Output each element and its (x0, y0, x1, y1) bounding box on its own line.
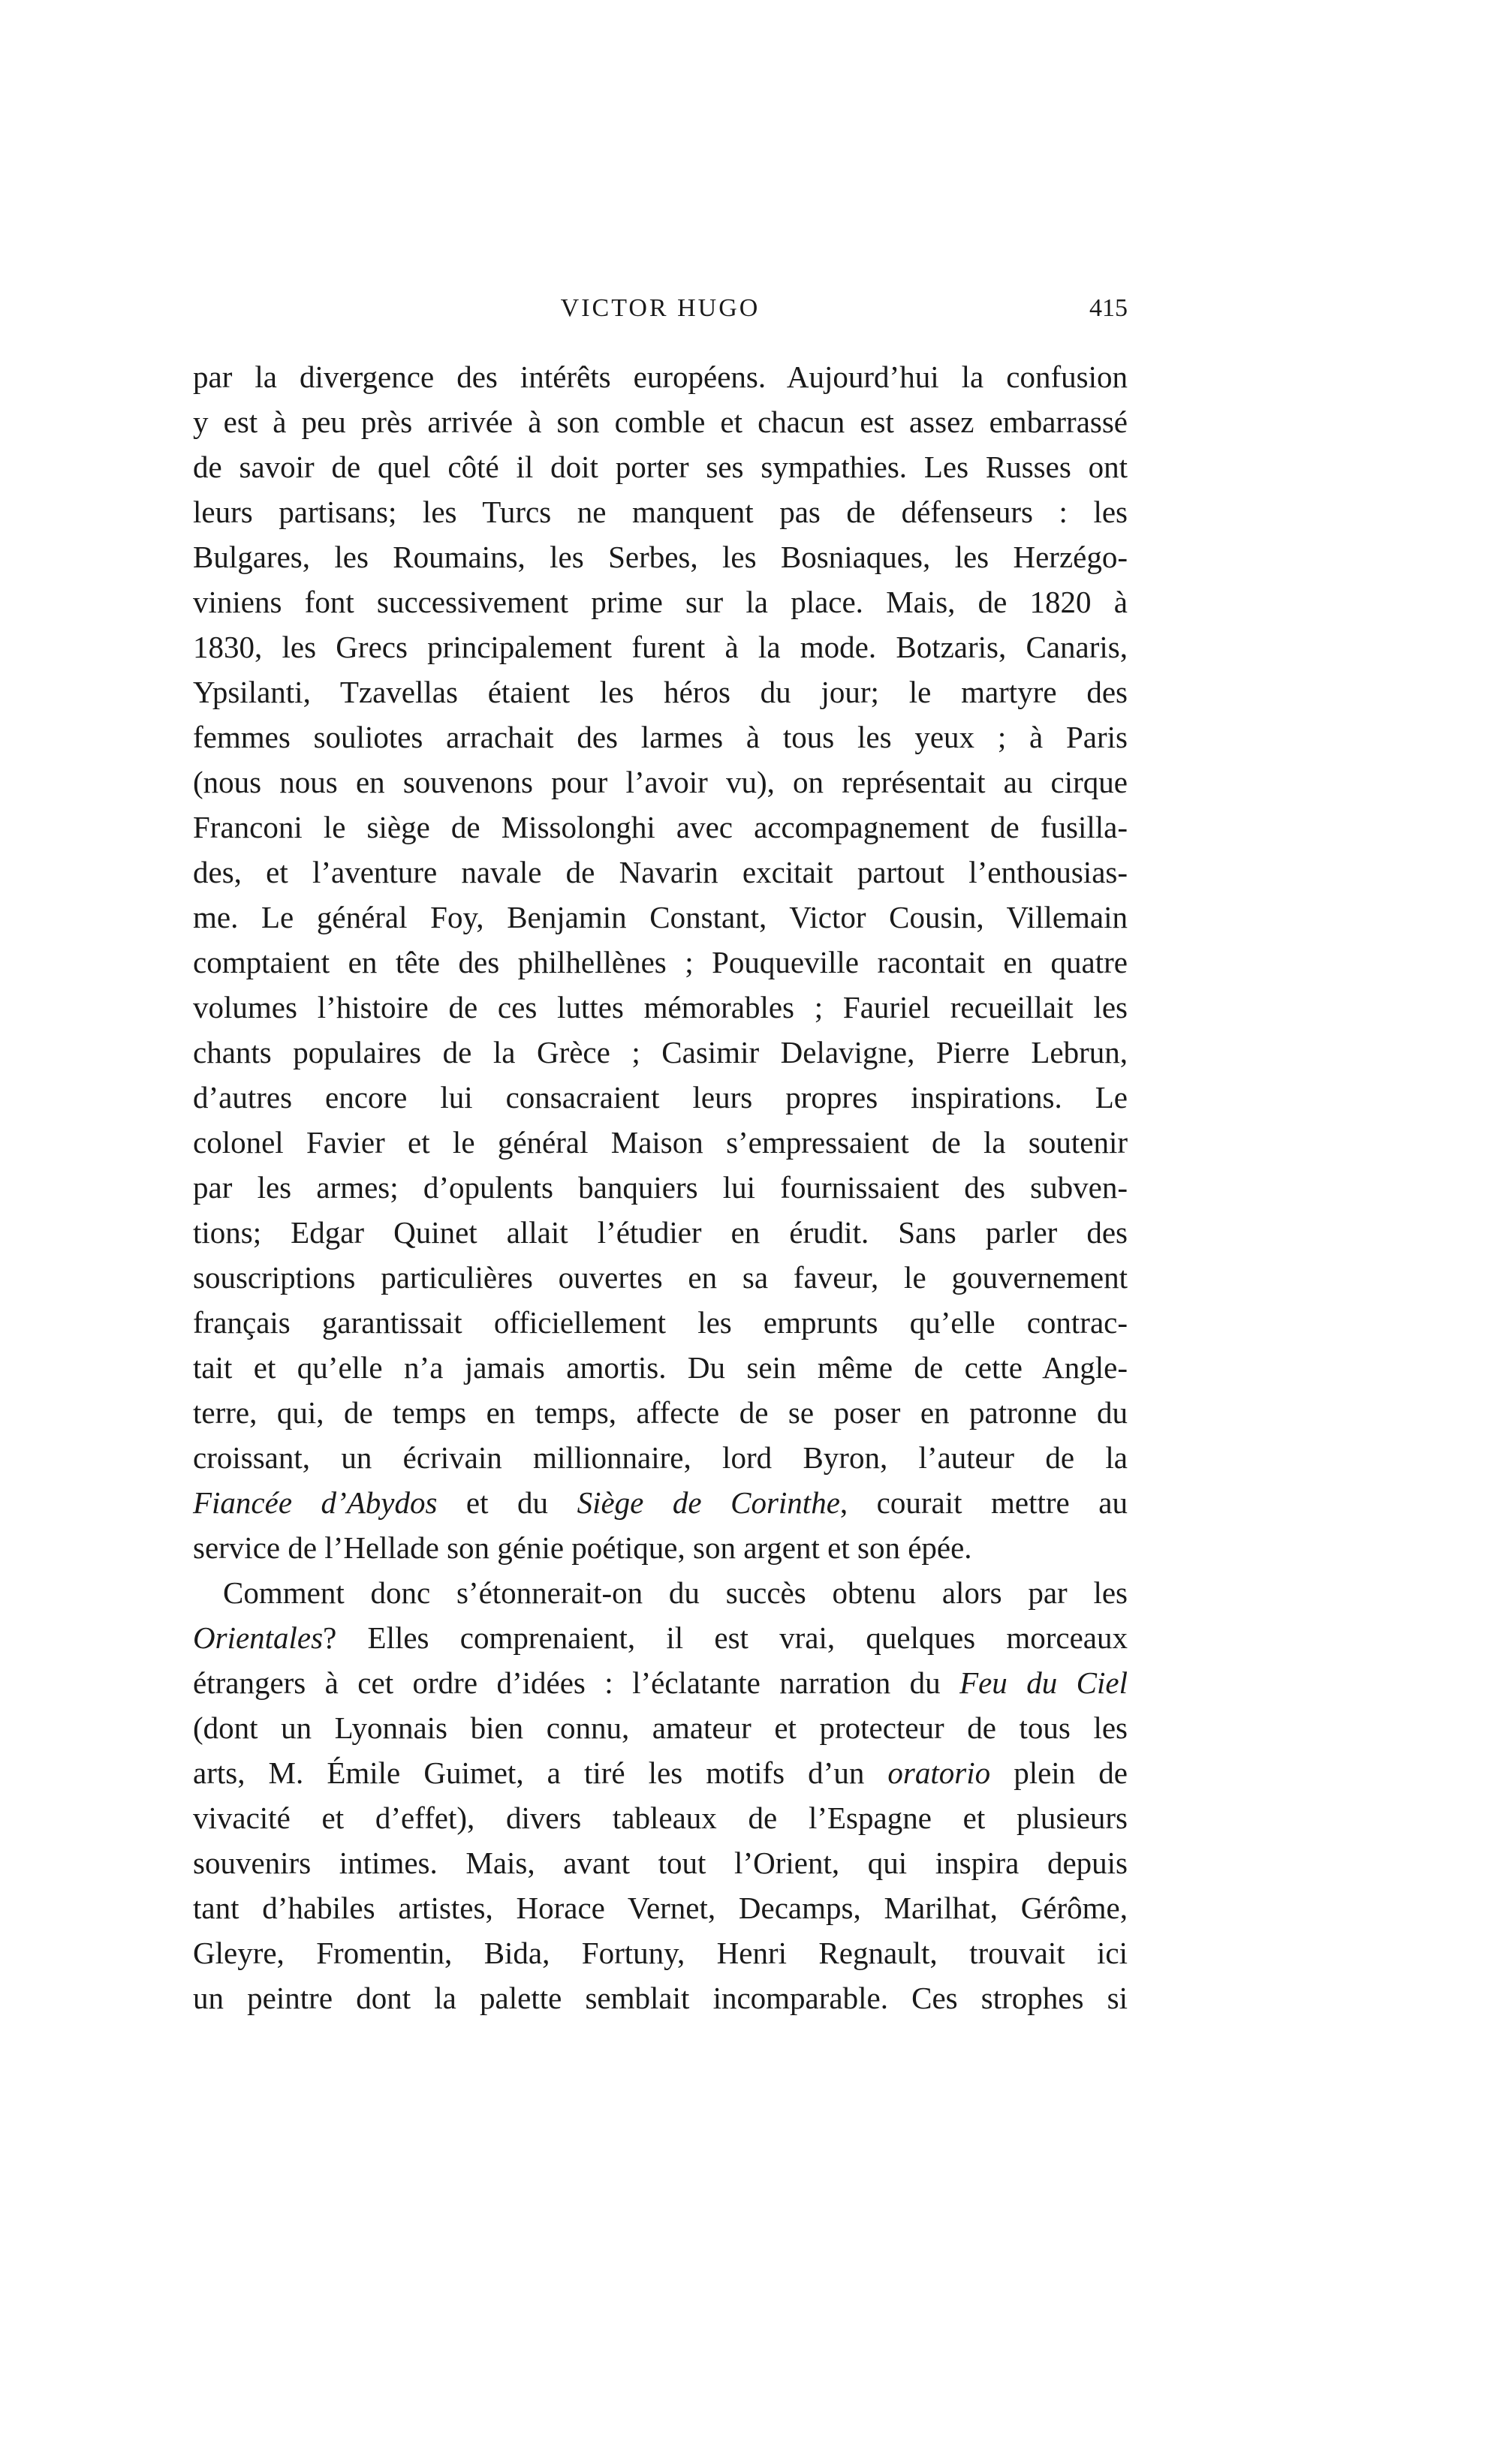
text-segment: un peintre dont la palette semblait incomparable. Ces strophes si (193, 1981, 1128, 2015)
text-line (193, 1480, 1128, 1525)
text-line (193, 850, 1128, 895)
running-head (193, 294, 1128, 332)
text-segment: par les armes; d’opulents banquiers lui fournissaient des subven- (193, 1170, 1128, 1205)
text-segment: volumes l’histoire de ces luttes mémorables ; Fauriel recueillait les (193, 990, 1128, 1024)
text-line (193, 489, 1128, 534)
text-line (193, 354, 1128, 399)
text-line (193, 1705, 1128, 1750)
text-line (193, 1660, 1128, 1705)
text-segment: chants populaires de la Grèce ; Casimir Delavigne, Pierre Lebrun, (193, 1035, 1128, 1070)
text-line (193, 1615, 1128, 1660)
text-segment: Ypsilanti, Tzavellas étaient les héros du jour; le martyre des (193, 675, 1128, 709)
paragraph (193, 354, 1128, 1570)
text-segment: étrangers à cet ordre d’idées : l’éclatante narration du (193, 1665, 960, 1700)
text-line (193, 669, 1128, 715)
text-segment: colonel Favier et le général Maison s’empressaient de la soutenir (193, 1125, 1128, 1160)
italic-title: oratorio (887, 1755, 991, 1790)
text-line (193, 1750, 1128, 1795)
running-title: VICTOR HUGO (560, 294, 761, 322)
text-segment: viniens font successivement prime sur la place. Mais, de 1820 à (193, 585, 1128, 619)
text-segment: comptaient en tête des philhellènes ; Pouqueville racontait en quatre (193, 945, 1128, 979)
text-segment: tant d’habiles artistes, Horace Vernet, Decamps, Marilhat, Gérôme, (193, 1891, 1128, 1925)
text-line (193, 1885, 1128, 1930)
text-segment: souvenirs intimes. Mais, avant tout l’Orient, qui inspira depuis (193, 1846, 1128, 1880)
paragraph (193, 1570, 1128, 2020)
text-line (193, 760, 1128, 805)
text-segment: des, et l’aventure navale de Navarin excitait partout l’enthousias- (193, 855, 1128, 889)
text-segment: et du (437, 1485, 577, 1520)
text-line (193, 444, 1128, 489)
text-segment: croissant, un écrivain millionnaire, lord Byron, l’auteur de la (193, 1440, 1128, 1475)
text-line (193, 399, 1128, 444)
text-segment: tait et qu’elle n’a jamais amortis. Du sein même de cette Angle- (193, 1350, 1128, 1385)
text-segment: (dont un Lyonnais bien connu, amateur et protecteur de tous les (193, 1710, 1128, 1745)
text-line (193, 1525, 1128, 1570)
text-segment: plein de (990, 1755, 1128, 1790)
text-line (193, 1795, 1128, 1840)
text-segment: (nous nous en souvenons pour l’avoir vu), on représentait au cirque (193, 765, 1128, 799)
italic-title: Orientales (193, 1620, 324, 1655)
text-line (193, 1390, 1128, 1435)
italic-title: Feu du Ciel (959, 1665, 1128, 1700)
text-line (193, 1975, 1128, 2020)
text-line (193, 1570, 1128, 1615)
text-line (193, 1075, 1128, 1120)
text-line (193, 1435, 1128, 1480)
italic-title: Siège de Corinthe (577, 1485, 840, 1520)
text-line (193, 1255, 1128, 1300)
text-line (193, 895, 1128, 940)
text-segment: leurs partisans; les Turcs ne manquent pas de défenseurs : les (193, 495, 1128, 529)
text-line (193, 940, 1128, 985)
text-segment: par la divergence des intérêts européens. Aujourd’hui la confusion (193, 360, 1128, 394)
text-segment: y est à peu près arrivée à son comble et chacun est assez embarrassé (193, 405, 1128, 439)
text-segment: , courait mettre au (839, 1485, 1128, 1520)
text-segment: 1830, les Grecs principalement furent à la mode. Botzaris, Canaris, (193, 630, 1128, 664)
text-line (193, 1300, 1128, 1345)
text-line (193, 1840, 1128, 1885)
text-line (193, 1210, 1128, 1255)
text-segment: Gleyre, Fromentin, Bida, Fortuny, Henri Regnault, trouvait ici (193, 1936, 1128, 1970)
text-segment: service de l’Hellade son génie poétique, son argent et son épée. (193, 1530, 972, 1565)
text-line (193, 1345, 1128, 1390)
text-line (193, 579, 1128, 624)
text-segment: d’autres encore lui consacraient leurs propres inspirations. Le (193, 1080, 1128, 1115)
text-segment: tions; Edgar Quinet allait l’étudier en érudit. Sans parler des (193, 1215, 1128, 1250)
text-segment: souscriptions particulières ouvertes en sa faveur, le gouvernement (193, 1260, 1128, 1295)
text-line (193, 805, 1128, 850)
text-segment: ? Elles comprenaient, il est vrai, quelques morceaux (323, 1620, 1128, 1655)
text-segment: de savoir de quel côté il doit porter ses sympathies. Les Russes ont (193, 450, 1128, 484)
text-segment: arts, M. Émile Guimet, a tiré les motifs d’un (193, 1755, 888, 1790)
text-line (193, 1030, 1128, 1075)
text-line (193, 534, 1128, 579)
text-line (193, 1930, 1128, 1975)
text-line (193, 1120, 1128, 1165)
text-segment: Bulgares, les Roumains, les Serbes, les Bosniaques, les Herzégo- (193, 540, 1128, 574)
text-line (193, 1165, 1128, 1210)
page-number: 415 (1089, 294, 1128, 322)
text-line (193, 715, 1128, 760)
text-line (193, 985, 1128, 1030)
text-segment: vivacité et d’effet), divers tableaux de l’Espagne et plusieurs (193, 1801, 1128, 1835)
text-segment: terre, qui, de temps en temps, affecte de se poser en patronne du (193, 1395, 1128, 1430)
text-segment: Franconi le siège de Missolonghi avec accompagnement de fusilla- (193, 810, 1128, 844)
text-segment: Comment donc s’étonnerait-on du succès obtenu alors par les (223, 1575, 1128, 1610)
italic-title: Fiancée d’Abydos (193, 1485, 438, 1520)
text-segment: français garantissait officiellement les emprunts qu’elle contrac- (193, 1305, 1128, 1340)
body-text (193, 354, 1128, 2020)
text-line (193, 624, 1128, 669)
text-segment: me. Le général Foy, Benjamin Constant, Victor Cousin, Villemain (193, 900, 1128, 934)
text-segment: femmes souliotes arrachait des larmes à tous les yeux ; à Paris (193, 720, 1128, 754)
